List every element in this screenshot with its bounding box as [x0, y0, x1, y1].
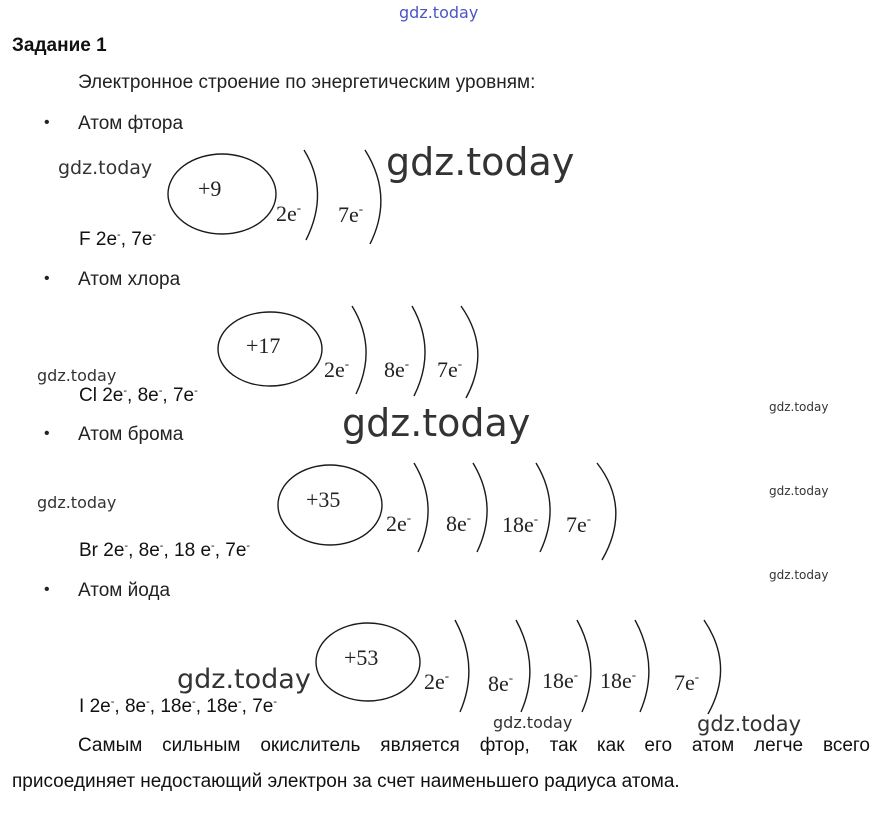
shell-label: 18e-	[542, 667, 579, 693]
formula-iodine: I 2e-, 8e-, 18e-, 18e-, 7e-	[79, 696, 277, 717]
shell-arc	[412, 306, 425, 396]
bullet-icon: •	[44, 581, 50, 598]
watermark: gdz.today	[177, 664, 311, 695]
shell-arc	[365, 150, 381, 244]
shell-label: 18e-	[600, 667, 637, 693]
bullet-icon: •	[44, 425, 50, 442]
shell-label: 8e-	[384, 356, 410, 382]
shell-arc	[635, 620, 649, 712]
watermark-top: gdz.today	[399, 3, 479, 22]
shell-arc	[597, 463, 616, 560]
shell-arc	[414, 463, 428, 552]
formula-chlorine: Cl 2e-, 8e-, 7e-	[79, 385, 198, 406]
formula-fluorine: F 2e-, 7e-	[79, 229, 157, 250]
atom-label-chlorine: Атом хлора	[78, 269, 181, 290]
shell-arc	[536, 463, 550, 552]
watermark: gdz.today	[697, 712, 802, 736]
shell-label: 2e-	[424, 668, 450, 694]
nucleus-charge: +53	[344, 645, 379, 670]
atom-label-bromine: Атом брома	[78, 424, 184, 445]
task-title: Задание 1	[12, 35, 107, 56]
shell-arc	[461, 306, 478, 398]
watermark: gdz.today	[769, 484, 829, 498]
shell-label: 7e-	[338, 201, 364, 227]
shell-label: 18e-	[502, 511, 539, 537]
shell-arc	[304, 150, 318, 240]
nucleus-charge: +35	[306, 487, 341, 512]
conclusion-line-2: присоединяет недостающий электрон за счет наименьшего радиуса атома.	[12, 771, 680, 792]
watermark: gdz.today	[58, 157, 153, 179]
bullet-icon: •	[44, 270, 50, 287]
shell-arc	[473, 463, 487, 552]
watermark: gdz.today	[769, 400, 829, 414]
shell-label: 8e-	[446, 510, 472, 536]
nucleus-fluorine	[168, 154, 276, 234]
shell-label: 2e-	[386, 510, 412, 536]
shell-arc	[455, 620, 469, 712]
shell-label: 7e-	[566, 511, 592, 537]
shell-label: 2e-	[276, 200, 302, 226]
shell-label: 8e-	[488, 670, 514, 696]
shell-arc	[352, 306, 366, 394]
watermark: gdz.today	[493, 713, 573, 732]
watermark: gdz.today	[37, 493, 117, 512]
formula-bromine: Br 2e-, 8e-, 18 e-, 7e-	[79, 540, 251, 561]
watermark: gdz.today	[386, 140, 575, 184]
shell-label: 7e-	[437, 356, 463, 382]
bullet-icon: •	[44, 114, 50, 131]
nucleus-charge: +17	[246, 333, 281, 358]
nucleus-charge: +9	[198, 176, 222, 201]
watermark: gdz.today	[342, 401, 531, 445]
shell-arc	[577, 620, 591, 712]
conclusion-line-1: Самым сильным окислитель является фтор, так как его атом легче всего	[78, 735, 870, 756]
shell-arc	[704, 620, 721, 714]
atom-label-iodine: Атом йода	[78, 580, 171, 601]
shell-label: 7e-	[674, 669, 700, 695]
shell-label: 2e-	[324, 356, 350, 382]
intro-text: Электронное строение по энергетическим уровням:	[78, 72, 536, 93]
watermark: gdz.today	[37, 366, 117, 385]
watermark: gdz.today	[769, 568, 829, 582]
atom-label-fluorine: Атом фтора	[78, 113, 184, 134]
shell-arc	[516, 620, 530, 712]
